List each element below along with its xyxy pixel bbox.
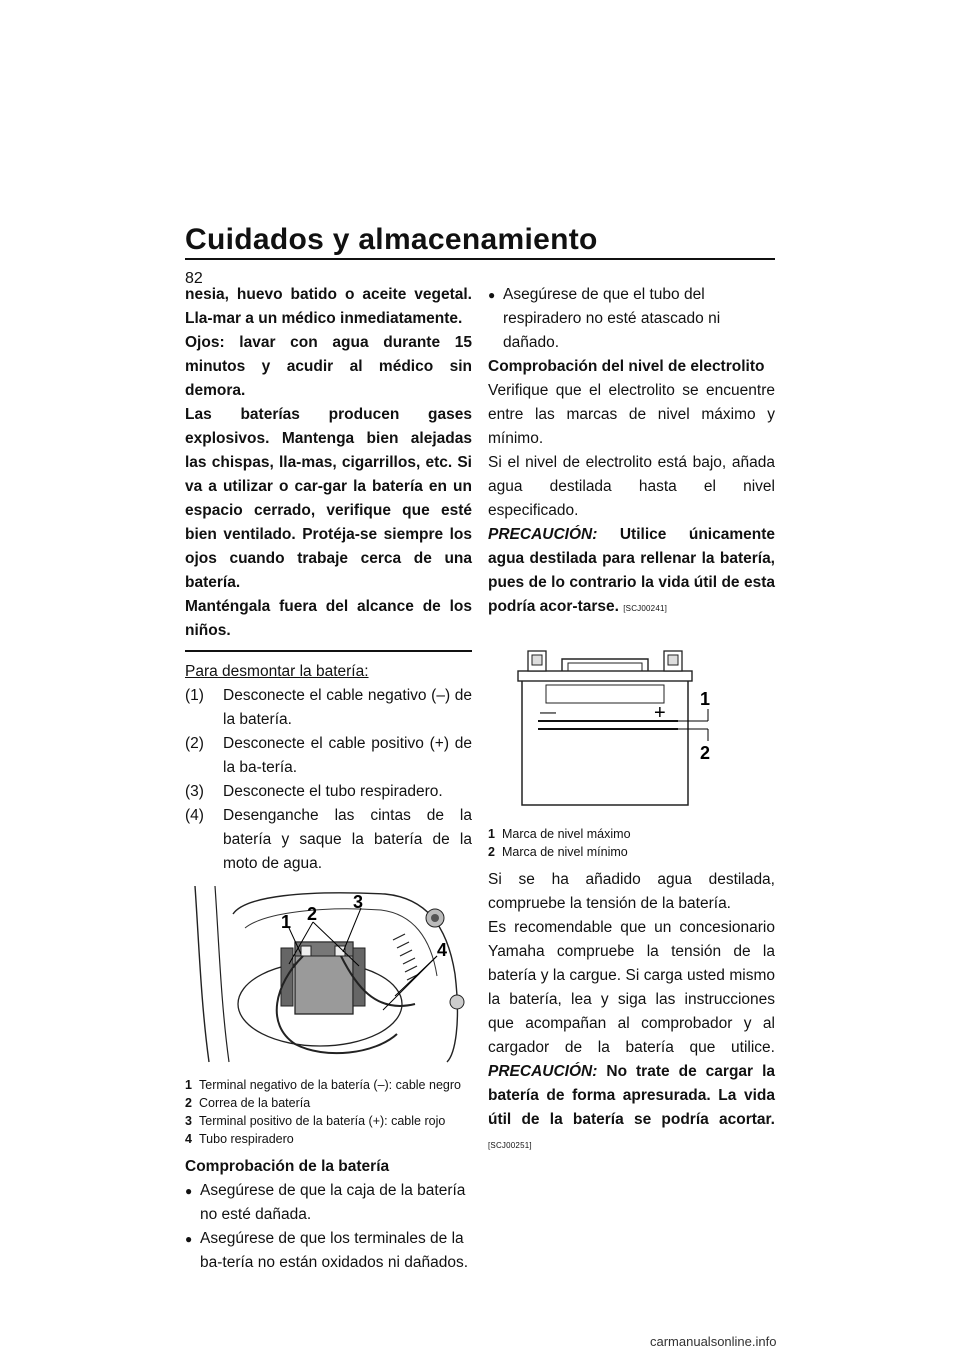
bullet-text: Asegúrese de que el tubo del respiradero no esté atascado ni dañado. — [503, 286, 721, 351]
warning-line: Manténgala fuera del alcance de los niños. — [185, 598, 472, 639]
watermark: carmanualsonline.info — [650, 1334, 777, 1349]
header-rule — [185, 258, 775, 260]
page-header — [185, 222, 775, 258]
figure-label: 4 — [437, 940, 448, 960]
removal-heading: Para desmontar la batería: — [185, 663, 369, 680]
caption-number: 1 — [185, 1078, 192, 1092]
page-number: 82 — [185, 270, 203, 287]
caption-text: Marca de nivel mínimo — [502, 845, 628, 859]
minus-symbol: — — [540, 704, 556, 721]
battery-compartment-illustration — [185, 884, 472, 1064]
bullet-item — [488, 283, 775, 355]
check-heading: Comprobación de la batería — [185, 1158, 390, 1175]
bullet-icon: ● — [185, 1232, 193, 1246]
step-number: (4) — [185, 807, 204, 824]
paragraph: Si se ha añadido agua destilada, compruebe la tensión de la batería. — [488, 871, 775, 912]
caution-paragraph — [488, 523, 775, 621]
caption-number: 3 — [185, 1114, 192, 1128]
caption-number: 2 — [185, 1096, 192, 1110]
step-text: Desconecte el tubo respiradero. — [223, 783, 443, 800]
step-item — [185, 732, 472, 780]
bullet-text: Asegúrese de que los terminales de la ba-tería no están oxidados ni dañados. — [200, 1230, 468, 1271]
left-column — [185, 283, 472, 1275]
caution-code: [SCJ00251] — [488, 1141, 532, 1150]
warning-line: Las baterías producen gases explosivos. Mantenga bien alejadas las chispas, lla-mas, cigarrillos, etc. Si va a utilizar o car-gar la batería en un espacio cerrado, verifique que esté bien ventilado. Protéja-se siempre los ojos cuando trabaje cerca de una batería. — [185, 406, 472, 591]
caption-item — [185, 1078, 472, 1093]
caption-text: Tubo respiradero — [199, 1132, 294, 1146]
paragraph — [488, 916, 775, 1158]
figure-captions — [488, 827, 775, 860]
warning-line: nesia, huevo batido o aceite vegetal. Lla-mar a un médico inmediatamente. — [185, 286, 472, 327]
figure-label: 1 — [281, 912, 292, 932]
step-item — [185, 804, 472, 876]
step-item — [185, 684, 472, 732]
caption-item — [185, 1132, 472, 1147]
section-title: Cuidados y almacenamiento — [185, 223, 598, 256]
bullet-icon: ● — [488, 288, 496, 302]
bullet-item — [185, 1179, 472, 1227]
caption-text: Marca de nivel máximo — [502, 827, 631, 841]
caption-item — [488, 845, 775, 860]
step-number: (2) — [185, 735, 204, 752]
bullet-icon: ● — [185, 1184, 193, 1198]
caption-text: Terminal positivo de la batería (+): cable rojo — [199, 1114, 446, 1128]
step-item — [185, 780, 472, 804]
caution-label: PRECAUCIÓN: — [488, 1063, 598, 1080]
battery-compartment-figure — [185, 884, 472, 1072]
step-number: (3) — [185, 783, 204, 800]
caution-label: PRECAUCIÓN: — [488, 526, 598, 543]
right-column — [488, 283, 775, 1158]
caution-text: Utilice únicamente agua destilada para rellenar la batería, pues de lo contrario la vida útil de esta podría acor-tarse. — [488, 526, 775, 615]
level-heading: Comprobación del nivel de electrolito — [488, 358, 765, 375]
step-text: Desenganche las cintas de la batería y saque la batería de la moto de agua. — [223, 807, 472, 872]
caption-text: Correa de la batería — [199, 1096, 311, 1110]
paragraph: Si el nivel de electrolito está bajo, añada agua destilada hasta el nivel especificado. — [488, 454, 775, 519]
battery-level-figure — [488, 629, 775, 821]
bullet-item — [185, 1227, 472, 1275]
warning-line: Ojos: lavar con agua durante 15 minutos y acudir al médico sin demora. — [185, 334, 472, 399]
warning-rule — [185, 650, 472, 652]
caution-text: No trate de cargar la batería de forma apresurada. La vida útil de la batería se podría acortar. — [488, 1063, 775, 1128]
step-text: Desconecte el cable positivo (+) de la ba-tería. — [223, 735, 472, 776]
paragraph-text: Es recomendable que un concesionario Yamaha compruebe la tensión de la batería y la cargue. Si carga usted mismo la batería, lea y siga las instrucciones que acompañan al comprobador y al cargador de la batería que utilice. — [488, 919, 775, 1056]
figure-label: 3 — [353, 892, 364, 912]
paragraph: Verifique que el electrolito se encuentre entre las marcas de nivel máximo y mínimo. — [488, 382, 775, 447]
caption-number: 4 — [185, 1132, 192, 1146]
step-text: Desconecte el cable negativo (–) de la batería. — [223, 687, 472, 728]
caution-code: [SCJ00241] — [623, 604, 668, 613]
caption-item — [185, 1114, 472, 1129]
caption-number: 1 — [488, 827, 495, 841]
caption-text: Terminal negativo de la batería (–): cable negro — [199, 1078, 461, 1092]
battery-level-illustration — [488, 629, 775, 813]
plus-symbol: + — [654, 702, 666, 724]
caption-item — [488, 827, 775, 842]
step-number: (1) — [185, 687, 204, 704]
caption-item — [185, 1096, 472, 1111]
figure-captions — [185, 1078, 472, 1147]
figure-label: 1 — [700, 689, 711, 709]
bullet-text: Asegúrese de que la caja de la batería no esté dañada. — [200, 1182, 466, 1223]
figure-label: 2 — [700, 743, 711, 763]
warning-text — [185, 283, 472, 643]
caption-number: 2 — [488, 845, 495, 859]
figure-label: 2 — [307, 904, 318, 924]
